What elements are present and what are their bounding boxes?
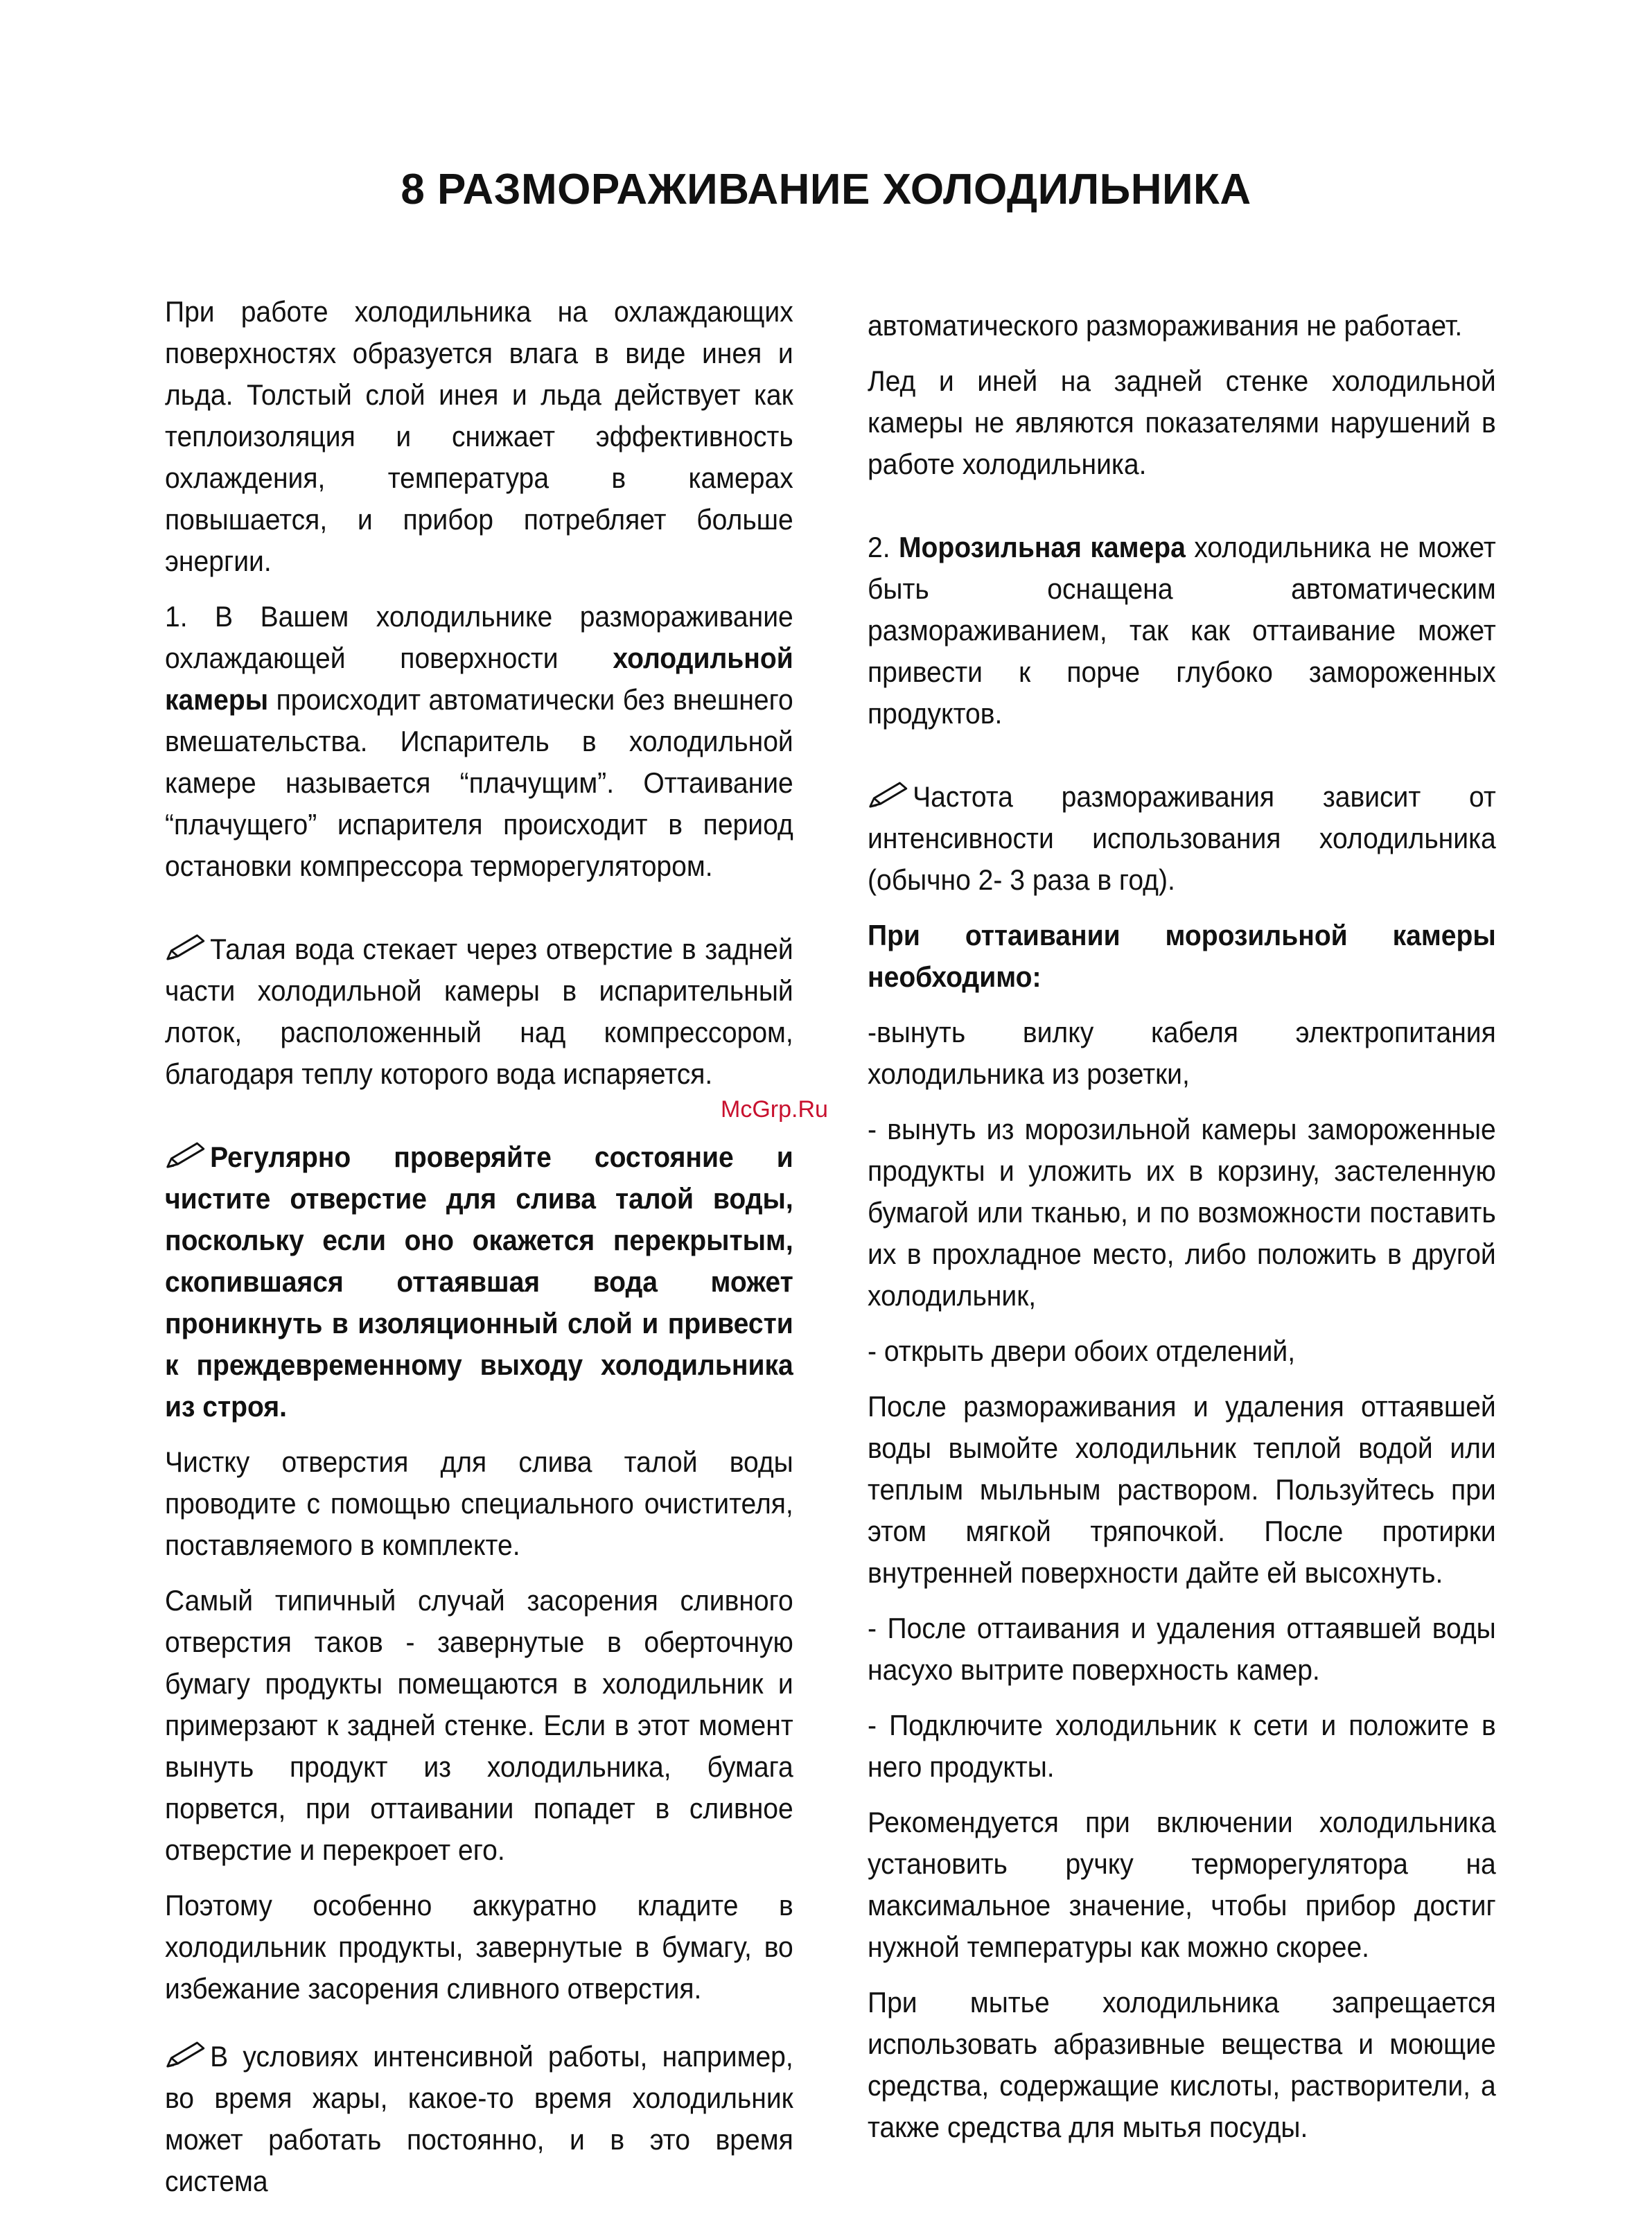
clogging-paragraph: Самый типичный случай засорения сливного отверстия таков - завернутые в оберточную бумагу продукты помещаются в холодильник и примерзают к задней стенке. Если в этот момент вынуть продукт из холодильника, бумага порвется, при оттаивании попадет в сливное отверстие и перекроет его. xyxy=(165,1584,793,1866)
text-run: 2. xyxy=(868,531,899,563)
pencil-icon xyxy=(165,2041,207,2069)
note-text: Частота размораживания зависит от интенсивности использования холодильника (обычно 2- 3 раза в год). xyxy=(868,780,1496,896)
pencil-icon xyxy=(165,934,207,962)
careful-paragraph: Поэтому особенно аккуратно кладите в холодильник продукты, завернутые в бумагу, во избежание засорения сливного отверстия. xyxy=(165,1889,793,2005)
text-run: 1. В Вашем холодильнике размораживание охлаждающей поверхности xyxy=(165,600,793,674)
note-meltwater xyxy=(165,929,793,1095)
step-dry: - После оттаивания и удаления оттаявшей воды насухо вытрите поверхность камер. xyxy=(868,1612,1496,1686)
thermostat-paragraph: Рекомендуется при включении холодильника установить ручку терморегулятора на максимальное значение, чтобы прибор достиг нужной температуры как можно скорее. xyxy=(868,1806,1496,1963)
freezer-paragraph xyxy=(868,527,1496,735)
prohibition-paragraph: При мытье холодильника запрещается использовать абразивные вещества и моющие средства, содержащие кислоты, растворители, а также средства для мытья посуды. xyxy=(868,1986,1496,2143)
auto-defrost-paragraph xyxy=(165,596,793,887)
step-remove-food: - вынуть из морозильной камеры замороженные продукты и уложить их в корзину, застеленную бумагой или тканью, и по возможности поставить их в прохладное место, либо положить в другой холодильник, xyxy=(868,1113,1496,1312)
washing-paragraph: После размораживания и удаления оттаявшей воды вымойте холодильник теплой водой или теплым мыльным раствором. Пользуйтесь при этом мягкой тряпочкой. После протирки внутренней поверхности дайте ей высохнуть. xyxy=(868,1390,1496,1589)
bold-term: Морозильная камера xyxy=(898,531,1186,563)
note-intensive xyxy=(165,2036,793,2202)
watermark: McGrp.Ru xyxy=(721,1096,828,1123)
note-text: Талая вода стекает через отверстие в задней части холодильной камеры в испарительный лоток, расположенный над компрессором, благодаря теплу которого вода испаряется. xyxy=(165,933,793,1090)
page-title: 8 РАЗМОРАЖИВАНИЕ ХОЛОДИЛЬНИКА xyxy=(401,166,1251,213)
text-run: холодильника не может быть оснащена автоматическим размораживанием, так как оттаивание может привести к порче глубоко замороженных продуктов. xyxy=(868,531,1496,730)
right-column xyxy=(868,305,1495,2162)
bold-term: холодильной камеры xyxy=(165,642,793,716)
ice-paragraph: Лед и иней на задней стенке холодильной камеры не являются показателями нарушений в работе холодильника. xyxy=(868,364,1496,480)
defrost-heading: При оттаивании морозильной камеры необходимо: xyxy=(868,919,1496,993)
step-unplug: -вынуть вилку кабеля электропитания холодильника из розетки, xyxy=(868,1016,1496,1090)
continuation-paragraph: автоматического размораживания не работает. xyxy=(868,309,1463,342)
left-column xyxy=(165,291,793,2216)
intro-paragraph: При работе холодильника на охлаждающих поверхностях образуется влага в виде инея и льда. Толстый слой инея и льда действует как теплоизоляция и снижает эффективность охлаждения, температура в камерах повышается, и прибор потребляет больше энергии. xyxy=(165,295,793,577)
step-reconnect: - Подключите холодильник к сети и положите в него продукты. xyxy=(868,1709,1496,1783)
step-open-doors: - открыть двери обоих отделений, xyxy=(868,1335,1296,1367)
note-frequency xyxy=(868,776,1496,901)
text-run: происходит автоматически без внешнего вмешательства. Испаритель в холодильной камере называется “плачущим”. Оттаивание “плачущего” испарителя происходит в период остановки компрессора терморегулятором. xyxy=(165,683,793,882)
warning-note xyxy=(165,1136,793,1427)
pencil-icon xyxy=(868,782,910,809)
note-text: Регулярно проверяйте состояние и чистите отверстие для слива талой воды, поскольку если оно окажется перекрытым, скопившаяся оттаявшая вода может проникнуть в изоляционный слой и привести к преждевременному выходу холодильника из строя. xyxy=(165,1141,793,1423)
note-text: В условиях интенсивной работы, например, во время жары, какое-то время холодильник может работать постоянно, и в это время система xyxy=(165,2040,793,2197)
cleaning-paragraph: Чистку отверстия для слива талой воды проводите с помощью специального очистителя, поставляемого в комплекте. xyxy=(165,1445,793,1561)
pencil-icon xyxy=(165,1142,207,1170)
